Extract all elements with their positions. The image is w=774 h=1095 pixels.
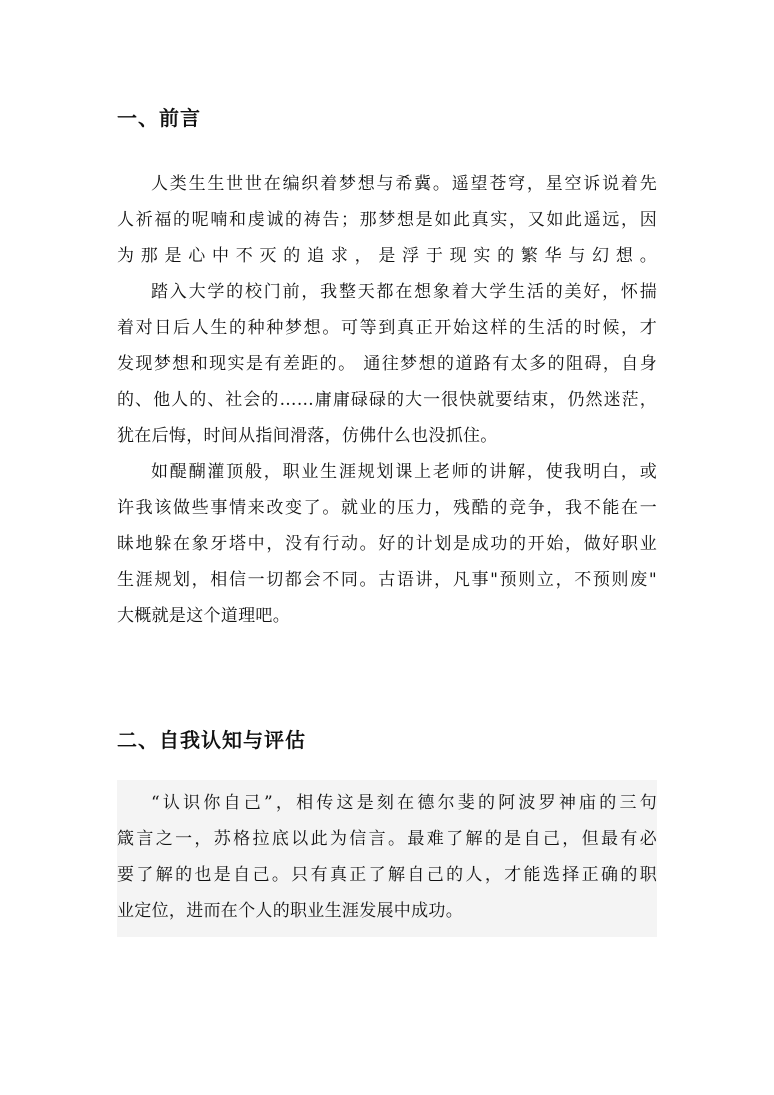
paragraph-line: 犹在后悔，时间从指间滑落，仿佛什么也没抓住。: [117, 426, 498, 446]
paragraph-line: 箴言之一，苏格拉底以此为信言。最难了解的是自己，但最有必: [117, 829, 657, 849]
paragraph-line: 昧地躲在象牙塔中，没有行动。好的计划是成功的开始，做好职业: [117, 534, 657, 554]
paragraph-line: 业定位，进而在个人的职业生涯发展中成功。: [117, 901, 463, 921]
paragraph-dreams: [117, 166, 657, 274]
paragraph-line: 为 那 是 心 中 不 灭 的 追 求 ， 是 浮 于 现 实 的 繁 华 与 幻 想 。: [117, 246, 657, 266]
paragraph-know-yourself: [117, 780, 657, 937]
paragraph-line: 人类生生世世在编织着梦想与希冀。遥望苍穹，星空诉说着先: [151, 174, 657, 194]
section-preface-body: [117, 166, 657, 634]
paragraph-line: 生涯规划，相信一切都会不同。古语讲，凡事"预则立，不预则废": [117, 570, 657, 590]
section-self-assessment-body: [117, 780, 657, 937]
paragraph-line: 大概就是这个道理吧。: [117, 606, 290, 626]
paragraph-line: 发现梦想和现实是有差距的。 通往梦想的道路有太多的阻碍，自身: [117, 354, 657, 374]
paragraph-line: “认识你自己”，相传这是刻在德尔斐的阿波罗神庙的三句: [151, 793, 657, 813]
paragraph-career-planning: [117, 454, 657, 634]
paragraph-university: [117, 274, 657, 454]
paragraph-line: 着对日后人生的种种梦想。可等到真正开始这样的生活的时候，才: [117, 318, 657, 338]
section-heading-self-assessment: 二、自我认知与评估: [117, 728, 306, 752]
paragraph-line: 如醍醐灌顶般，职业生涯规划课上老师的讲解，使我明白，或: [151, 462, 657, 482]
paragraph-line: 人祈福的呢喃和虔诚的祷告；那梦想是如此真实，又如此遥远，因: [117, 210, 657, 230]
paragraph-line: 踏入大学的校门前，我整天都在想象着大学生活的美好，怀揣: [151, 282, 657, 302]
section-heading-preface: 一、前言: [117, 106, 201, 130]
paragraph-line: 的、他人的、社会的……庸庸碌碌的大一很快就要结束，仍然迷茫，: [117, 390, 657, 410]
paragraph-line: 许我该做些事情来改变了。就业的压力，残酷的竞争，我不能在一: [117, 498, 657, 518]
paragraph-line: 要了解的也是自己。只有真正了解自己的人，才能选择正确的职: [117, 865, 657, 885]
